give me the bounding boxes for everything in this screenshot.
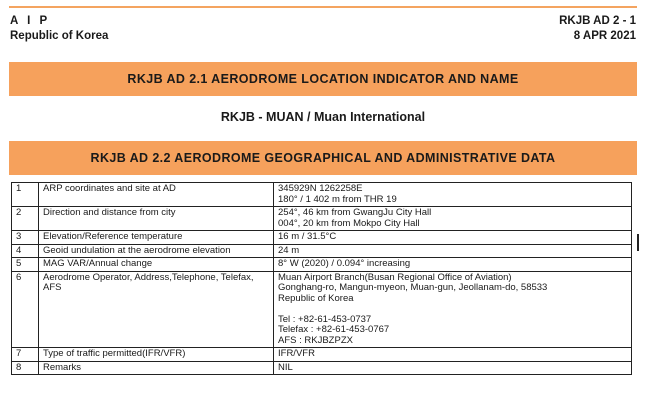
row-value: 24 m [274,244,632,258]
section-title-geographical-data: RKJB AD 2.2 AERODROME GEOGRAPHICAL AND ADMINISTRATIVE DATA [9,141,637,175]
table-row [12,361,632,375]
row-number: 1 [12,183,39,207]
country-label: Republic of Korea [10,30,109,42]
section-title-location-indicator: RKJB AD 2.1 AERODROME LOCATION INDICATOR AND NAME [9,62,637,96]
row-value: Muan Airport Branch(Busan Regional Office of Aviation) Gonghang-ro, Mangun-myeon, Muan-gun, Jeollanam-do, 58533 Republic of Korea Tel : +82-61-453-0737 Telefax : +82-61-453-0767 AFS : RKJBZPZX [274,271,632,348]
header-right [559,14,636,44]
table-row [12,231,632,245]
table-row [12,271,632,348]
row-item: Remarks [39,361,274,375]
table-row [12,207,632,231]
row-value: 254°, 46 km from GwangJu City Hall 004°, 20 km from Mokpo City Hall [274,207,632,231]
row-value: IFR/VFR [274,348,632,362]
aerodrome-data-table [11,182,632,375]
table-row [12,348,632,362]
aerodrome-name: RKJB - MUAN / Muan International [220,110,426,124]
row-value: 345929N 1262258E 180° / 1 402 m from THR 19 [274,183,632,207]
table-row [12,183,632,207]
row-item: Aerodrome Operator, Address,Telephone, Telefax, AFS [39,271,274,348]
margin-mark [637,234,639,251]
header-left [10,14,108,44]
row-value: NIL [274,361,632,375]
row-item: ARP coordinates and site at AD [39,183,274,207]
row-number: 2 [12,207,39,231]
row-number: 6 [12,271,39,348]
row-value: 8° W (2020) / 0.094° increasing [274,258,632,272]
page-reference: RKJB AD 2 - 1 [559,15,636,27]
row-item: Type of traffic permitted(IFR/VFR) [39,348,274,362]
row-number: 3 [12,231,39,245]
top-rule [9,6,637,8]
aip-label: A I P [10,15,51,27]
row-item: Geoid undulation at the aerodrome elevation [39,244,274,258]
table-row [12,258,632,272]
row-item: Direction and distance from city [39,207,274,231]
row-number: 4 [12,244,39,258]
effective-date: 8 APR 2021 [573,30,636,42]
row-number: 5 [12,258,39,272]
row-number: 8 [12,361,39,375]
row-value: 16 m / 31.5°C [274,231,632,245]
row-number: 7 [12,348,39,362]
row-item: Elevation/Reference temperature [39,231,274,245]
row-item: MAG VAR/Annual change [39,258,274,272]
table-row [12,244,632,258]
